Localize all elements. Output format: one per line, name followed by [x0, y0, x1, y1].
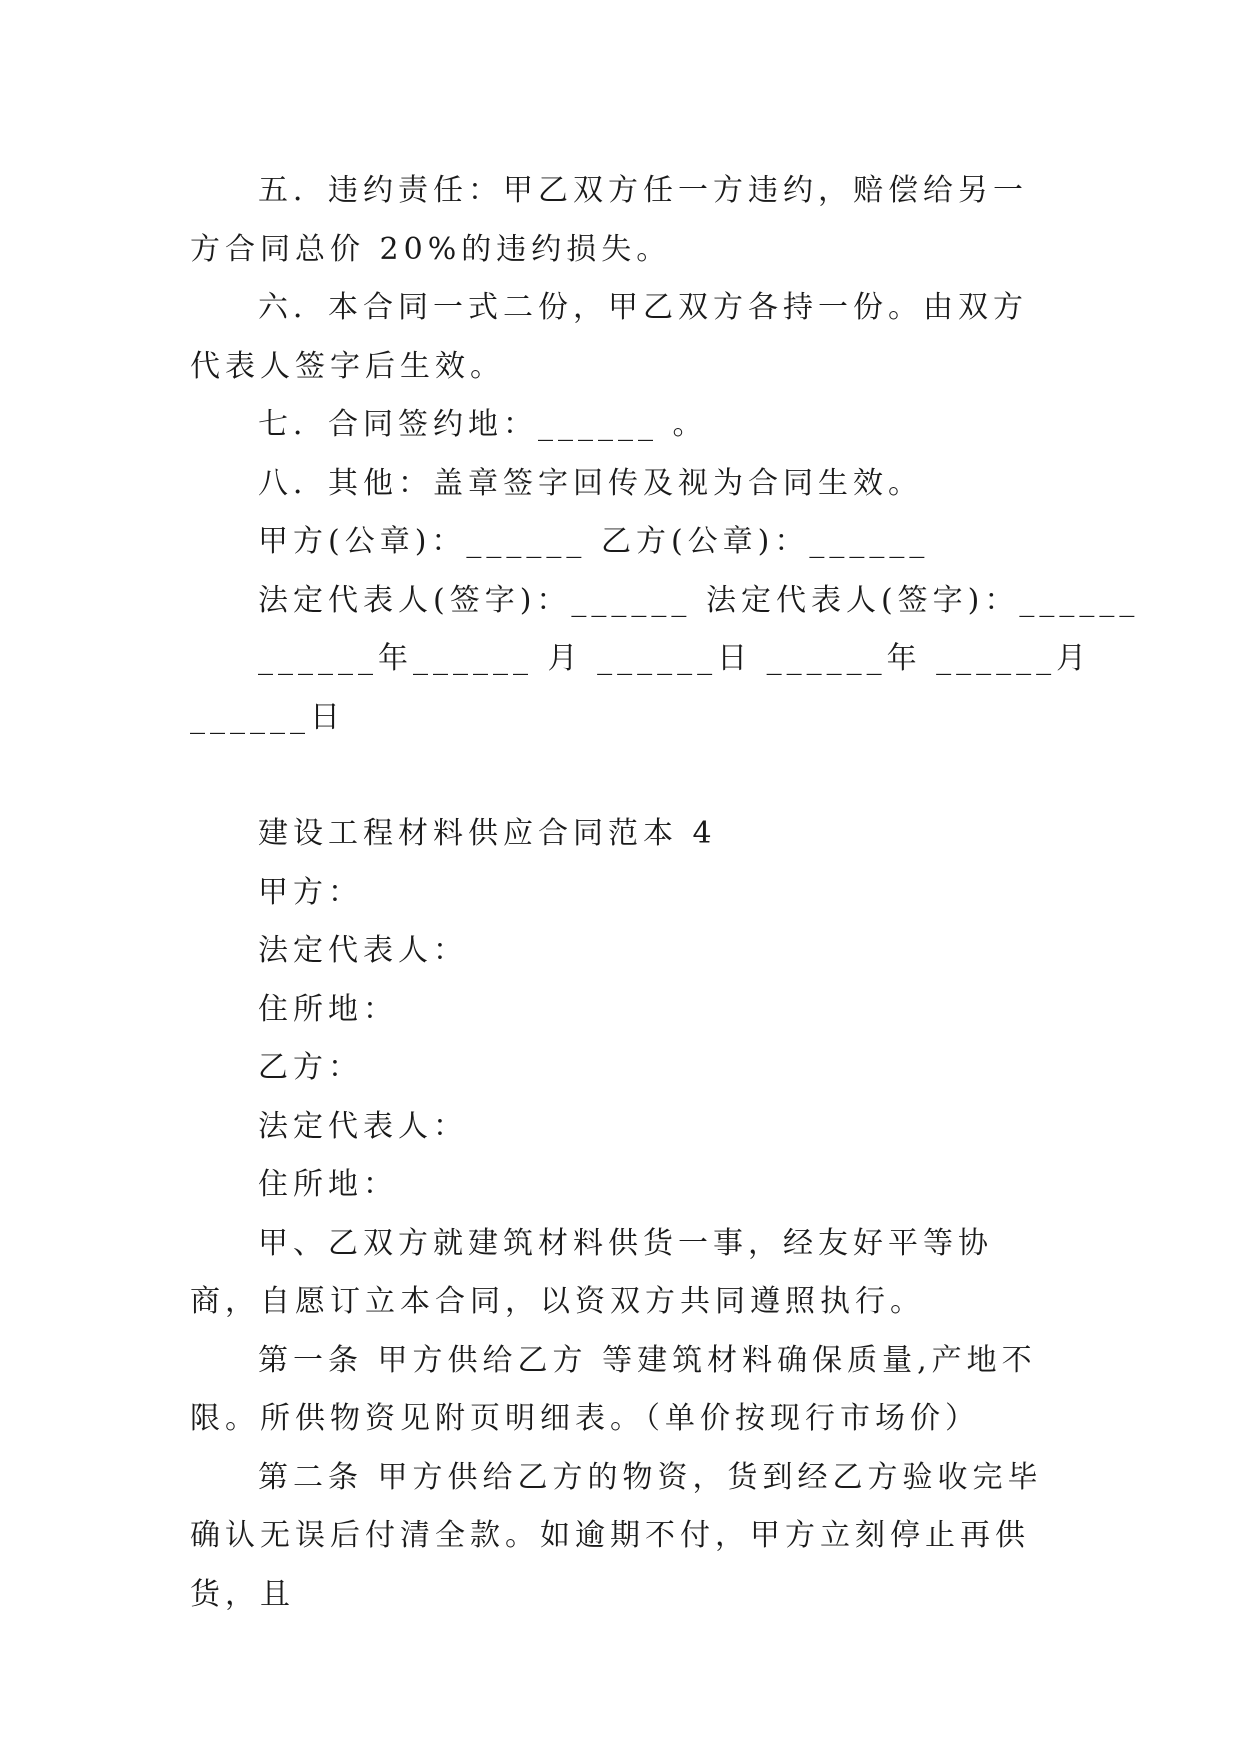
clause-copies: 六．本合同一式二份，甲乙双方各持一份。由双方代表人签字后生效。 [190, 290, 1028, 384]
section-spacer [190, 747, 1056, 805]
signature-line: 法定代表人(签字)：______ 法定代表人(签字)：______ [258, 582, 1140, 618]
party-b-address: 住所地： [258, 1167, 398, 1202]
clause-other: 八．其他：盖章签字回传及视为合同生效。 [258, 465, 923, 501]
party-a-address: 住所地： [258, 991, 398, 1027]
party-a-representative: 法定代表人： [258, 933, 468, 968]
clause-breach-liability: 五．违约责任：甲乙双方任一方违约，赔偿给另一方合同总价 20%的违约损失。 [190, 173, 1028, 267]
party-b-representative: 法定代表人： [258, 1108, 468, 1144]
party-a: 甲方： [258, 874, 363, 910]
article-two: 第二条 甲方供给乙方的物资，货到经乙方验收完毕确认无误后付清全款。如逾期不付，甲方立刻停止再供货，且 [190, 1459, 1043, 1612]
party-b: 乙方： [258, 1050, 363, 1085]
article-one: 第一条 甲方供给乙方 等建筑材料确保质量,产地不限。所供物资见附页明细表。（单价按现行市场价） [190, 1342, 1037, 1436]
date-line-end: ______日 [190, 699, 345, 735]
section-title: 建设工程材料供应合同范本 4 [258, 816, 717, 851]
date-line: ______年______ 月 ______日 ______年 ______月 [258, 641, 1092, 676]
preamble: 甲、乙双方就建筑材料供货一事，经友好平等协商，自愿订立本合同，以资双方共同遵照执行。 [190, 1225, 993, 1319]
clause-signing-place: 七．合同签约地：______ 。 [258, 407, 708, 442]
seal-line: 甲方(公章)：______ 乙方(公章)：______ [258, 524, 930, 559]
